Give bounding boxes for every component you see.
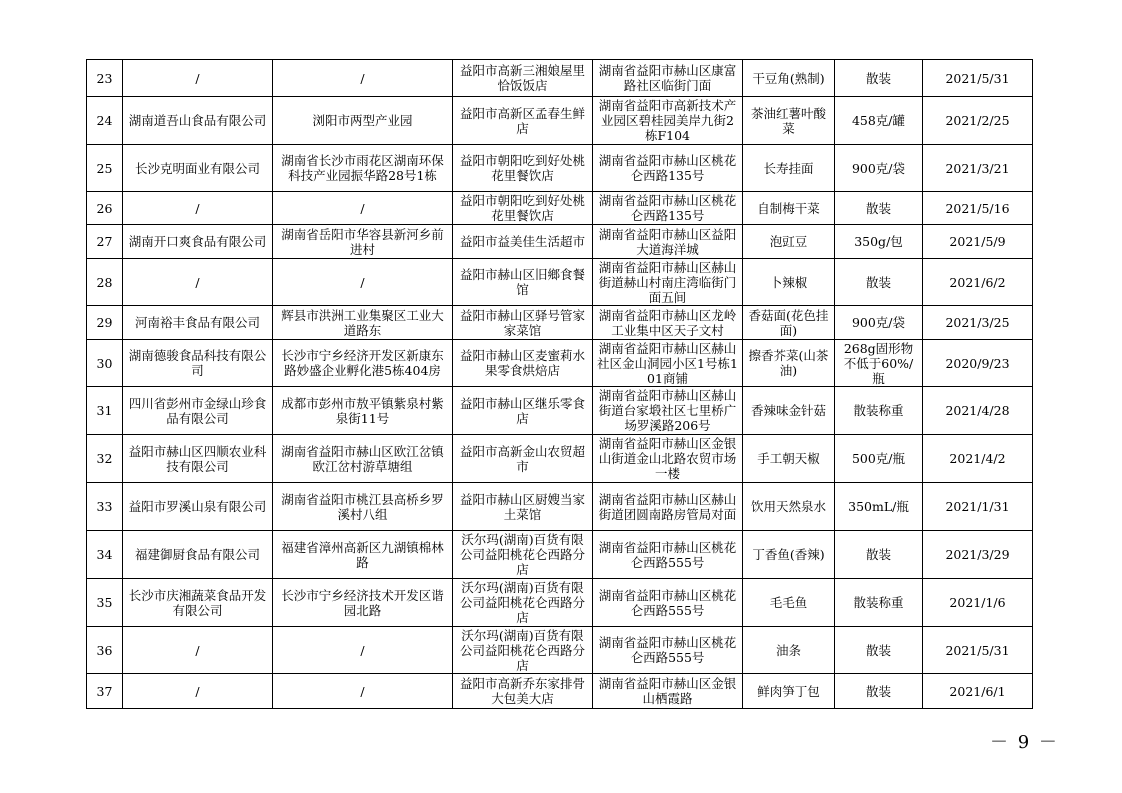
product-name-cell: 干豆角(熟制) xyxy=(743,60,835,97)
product-spec-cell: 散装 xyxy=(835,60,923,97)
production-date-cell: 2021/2/25 xyxy=(923,97,1033,145)
product-spec-cell: 900克/袋 xyxy=(835,145,923,192)
seller-name-cell: 益阳市高新金山农贸超市 xyxy=(453,435,593,483)
table-body xyxy=(87,60,1033,709)
row-number-cell: 36 xyxy=(87,627,123,674)
seller-name-cell: 益阳市朝阳吃到好处桃花里餐饮店 xyxy=(453,192,593,225)
row-number-cell: 26 xyxy=(87,192,123,225)
seller-address-cell: 湖南省益阳市赫山区龙岭工业集中区天子文村 xyxy=(593,306,743,340)
production-date-cell: 2021/4/28 xyxy=(923,387,1033,435)
product-name-cell: 饮用天然泉水 xyxy=(743,483,835,531)
table-row xyxy=(87,674,1033,709)
production-date-cell: 2021/6/2 xyxy=(923,259,1033,306)
seller-name-cell: 益阳市高新三湘娘屋里恰饭饭店 xyxy=(453,60,593,97)
producer-address-cell: 湖南省长沙市雨花区湖南环保科技产业园振华路28号1栋 xyxy=(273,145,453,192)
table-row xyxy=(87,97,1033,145)
producer-address-cell: 成都市彭州市敖平镇紫泉村紫泉街11号 xyxy=(273,387,453,435)
seller-name-cell: 益阳市赫山区厨嫂当家土菜馆 xyxy=(453,483,593,531)
product-spec-cell: 散装称重 xyxy=(835,579,923,627)
producer-address-cell: / xyxy=(273,259,453,306)
table-row xyxy=(87,483,1033,531)
seller-address-cell: 湖南省益阳市赫山区赫山街道赫山村南庄湾临街门面五间 xyxy=(593,259,743,306)
seller-name-cell: 沃尔玛(湖南)百货有限公司益阳桃花仑西路分店 xyxy=(453,627,593,674)
product-spec-cell: 散装 xyxy=(835,674,923,709)
producer-name-cell: / xyxy=(123,674,273,709)
product-spec-cell: 500克/瓶 xyxy=(835,435,923,483)
table-row xyxy=(87,225,1033,259)
producer-address-cell: 长沙市宁乡经济开发区新康东路妙盛企业孵化港5栋404房 xyxy=(273,340,453,387)
product-name-cell: 擦香芥菜(山茶油) xyxy=(743,340,835,387)
seller-address-cell: 湖南省益阳市高新技术产业园区碧桂园美岸九街2栋F104 xyxy=(593,97,743,145)
seller-address-cell: 湖南省益阳市赫山区赫山街道台家塅社区七里桥广场罗溪路206号 xyxy=(593,387,743,435)
producer-address-cell: 浏阳市两型产业园 xyxy=(273,97,453,145)
seller-address-cell: 湖南省益阳市赫山区赫山社区金山洞园小区1号栋101商铺 xyxy=(593,340,743,387)
product-spec-cell: 散装 xyxy=(835,259,923,306)
seller-address-cell: 湖南省益阳市赫山区桃花仑西路135号 xyxy=(593,192,743,225)
product-name-cell: 丁香鱼(香辣) xyxy=(743,531,835,579)
product-name-cell: 手工朝天椒 xyxy=(743,435,835,483)
row-number-cell: 35 xyxy=(87,579,123,627)
producer-name-cell: / xyxy=(123,60,273,97)
seller-address-cell: 湖南省益阳市赫山区赫山街道团圆南路房管局对面 xyxy=(593,483,743,531)
producer-address-cell: 湖南省益阳市桃江县高桥乡罗溪村八组 xyxy=(273,483,453,531)
product-spec-cell: 458克/罐 xyxy=(835,97,923,145)
sampling-results-table xyxy=(86,59,1033,709)
seller-name-cell: 益阳市赫山区继乐零食店 xyxy=(453,387,593,435)
producer-name-cell: 湖南道吾山食品有限公司 xyxy=(123,97,273,145)
producer-name-cell: 河南裕丰食品有限公司 xyxy=(123,306,273,340)
product-spec-cell: 散装 xyxy=(835,531,923,579)
row-number-cell: 23 xyxy=(87,60,123,97)
product-spec-cell: 散装称重 xyxy=(835,387,923,435)
table-row xyxy=(87,340,1033,387)
seller-name-cell: 益阳市赫山区驿号管家家菜馆 xyxy=(453,306,593,340)
producer-address-cell: / xyxy=(273,627,453,674)
row-number-cell: 31 xyxy=(87,387,123,435)
product-name-cell: 香辣味金针菇 xyxy=(743,387,835,435)
producer-address-cell: 辉县市洪洲工业集聚区工业大道路东 xyxy=(273,306,453,340)
producer-name-cell: 湖南德骏食品科技有限公司 xyxy=(123,340,273,387)
table-row xyxy=(87,579,1033,627)
production-date-cell: 2021/6/1 xyxy=(923,674,1033,709)
producer-address-cell: / xyxy=(273,674,453,709)
seller-name-cell: 沃尔玛(湖南)百货有限公司益阳桃花仑西路分店 xyxy=(453,579,593,627)
production-date-cell: 2021/4/2 xyxy=(923,435,1033,483)
producer-address-cell: 湖南省益阳市赫山区欧江岔镇欧江岔村游草塘组 xyxy=(273,435,453,483)
row-number-cell: 27 xyxy=(87,225,123,259)
seller-address-cell: 湖南省益阳市赫山区金银山栖霞路 xyxy=(593,674,743,709)
table-row xyxy=(87,306,1033,340)
row-number-cell: 34 xyxy=(87,531,123,579)
producer-name-cell: 四川省彭州市金绿山珍食品有限公司 xyxy=(123,387,273,435)
production-date-cell: 2021/3/21 xyxy=(923,145,1033,192)
product-name-cell: 长寿挂面 xyxy=(743,145,835,192)
product-spec-cell: 350mL/瓶 xyxy=(835,483,923,531)
seller-name-cell: 益阳市高新区孟春生鲜店 xyxy=(453,97,593,145)
product-spec-cell: 900克/袋 xyxy=(835,306,923,340)
production-date-cell: 2021/5/9 xyxy=(923,225,1033,259)
seller-name-cell: 益阳市高新乔东家排骨大包美大店 xyxy=(453,674,593,709)
product-name-cell: 卜辣椒 xyxy=(743,259,835,306)
production-date-cell: 2021/3/25 xyxy=(923,306,1033,340)
table-row xyxy=(87,192,1033,225)
producer-address-cell: 长沙市宁乡经济技术开发区谐园北路 xyxy=(273,579,453,627)
product-spec-cell: 268g固形物不低于60%/瓶 xyxy=(835,340,923,387)
product-name-cell: 泡豇豆 xyxy=(743,225,835,259)
product-name-cell: 自制梅干菜 xyxy=(743,192,835,225)
seller-address-cell: 湖南省益阳市赫山区桃花仑西路555号 xyxy=(593,627,743,674)
seller-name-cell: 益阳市益美佳生活超市 xyxy=(453,225,593,259)
producer-name-cell: 益阳市赫山区四顺农业科技有限公司 xyxy=(123,435,273,483)
table-row xyxy=(87,627,1033,674)
producer-name-cell: 湖南开口爽食品有限公司 xyxy=(123,225,273,259)
table-row xyxy=(87,259,1033,306)
product-name-cell: 香菇面(花色挂面) xyxy=(743,306,835,340)
production-date-cell: 2021/1/31 xyxy=(923,483,1033,531)
production-date-cell: 2021/5/16 xyxy=(923,192,1033,225)
table-row xyxy=(87,387,1033,435)
product-spec-cell: 散装 xyxy=(835,627,923,674)
production-date-cell: 2021/5/31 xyxy=(923,60,1033,97)
seller-name-cell: 益阳市赫山区旧鄉食餐馆 xyxy=(453,259,593,306)
seller-address-cell: 湖南省益阳市赫山区桃花仑西路555号 xyxy=(593,531,743,579)
seller-name-cell: 益阳市朝阳吃到好处桃花里餐饮店 xyxy=(453,145,593,192)
row-number-cell: 28 xyxy=(87,259,123,306)
seller-address-cell: 湖南省益阳市赫山区金银山街道金山北路农贸市场一楼 xyxy=(593,435,743,483)
row-number-cell: 30 xyxy=(87,340,123,387)
seller-address-cell: 湖南省益阳市赫山区桃花仑西路555号 xyxy=(593,579,743,627)
seller-name-cell: 益阳市赫山区麦蜜莉水果零食烘焙店 xyxy=(453,340,593,387)
seller-address-cell: 湖南省益阳市赫山区益阳大道海洋城 xyxy=(593,225,743,259)
producer-name-cell: / xyxy=(123,259,273,306)
product-name-cell: 油条 xyxy=(743,627,835,674)
row-number-cell: 37 xyxy=(87,674,123,709)
producer-address-cell: 湖南省岳阳市华容县新河乡前进村 xyxy=(273,225,453,259)
table-row xyxy=(87,531,1033,579)
row-number-cell: 33 xyxy=(87,483,123,531)
product-name-cell: 毛毛鱼 xyxy=(743,579,835,627)
row-number-cell: 32 xyxy=(87,435,123,483)
table-row xyxy=(87,435,1033,483)
table-row xyxy=(87,145,1033,192)
row-number-cell: 29 xyxy=(87,306,123,340)
product-spec-cell: 350g/包 xyxy=(835,225,923,259)
table-row xyxy=(87,60,1033,97)
seller-address-cell: 湖南省益阳市赫山区桃花仑西路135号 xyxy=(593,145,743,192)
production-date-cell: 2021/3/29 xyxy=(923,531,1033,579)
production-date-cell: 2021/1/6 xyxy=(923,579,1033,627)
producer-name-cell: / xyxy=(123,192,273,225)
product-name-cell: 茶油红薯叶酸菜 xyxy=(743,97,835,145)
product-spec-cell: 散装 xyxy=(835,192,923,225)
row-number-cell: 24 xyxy=(87,97,123,145)
producer-address-cell: 福建省漳州高新区九湖镇棉林路 xyxy=(273,531,453,579)
producer-name-cell: / xyxy=(123,627,273,674)
producer-name-cell: 长沙市庆湘蔬菜食品开发有限公司 xyxy=(123,579,273,627)
production-date-cell: 2020/9/23 xyxy=(923,340,1033,387)
producer-name-cell: 福建御厨食品有限公司 xyxy=(123,531,273,579)
producer-address-cell: / xyxy=(273,60,453,97)
page-number: － 9 － xyxy=(990,732,1059,753)
production-date-cell: 2021/5/31 xyxy=(923,627,1033,674)
seller-address-cell: 湖南省益阳市赫山区康富路社区临街门面 xyxy=(593,60,743,97)
producer-address-cell: / xyxy=(273,192,453,225)
seller-name-cell: 沃尔玛(湖南)百货有限公司益阳桃花仑西路分店 xyxy=(453,531,593,579)
producer-name-cell: 益阳市罗溪山泉有限公司 xyxy=(123,483,273,531)
producer-name-cell: 长沙克明面业有限公司 xyxy=(123,145,273,192)
row-number-cell: 25 xyxy=(87,145,123,192)
product-name-cell: 鲜肉笋丁包 xyxy=(743,674,835,709)
